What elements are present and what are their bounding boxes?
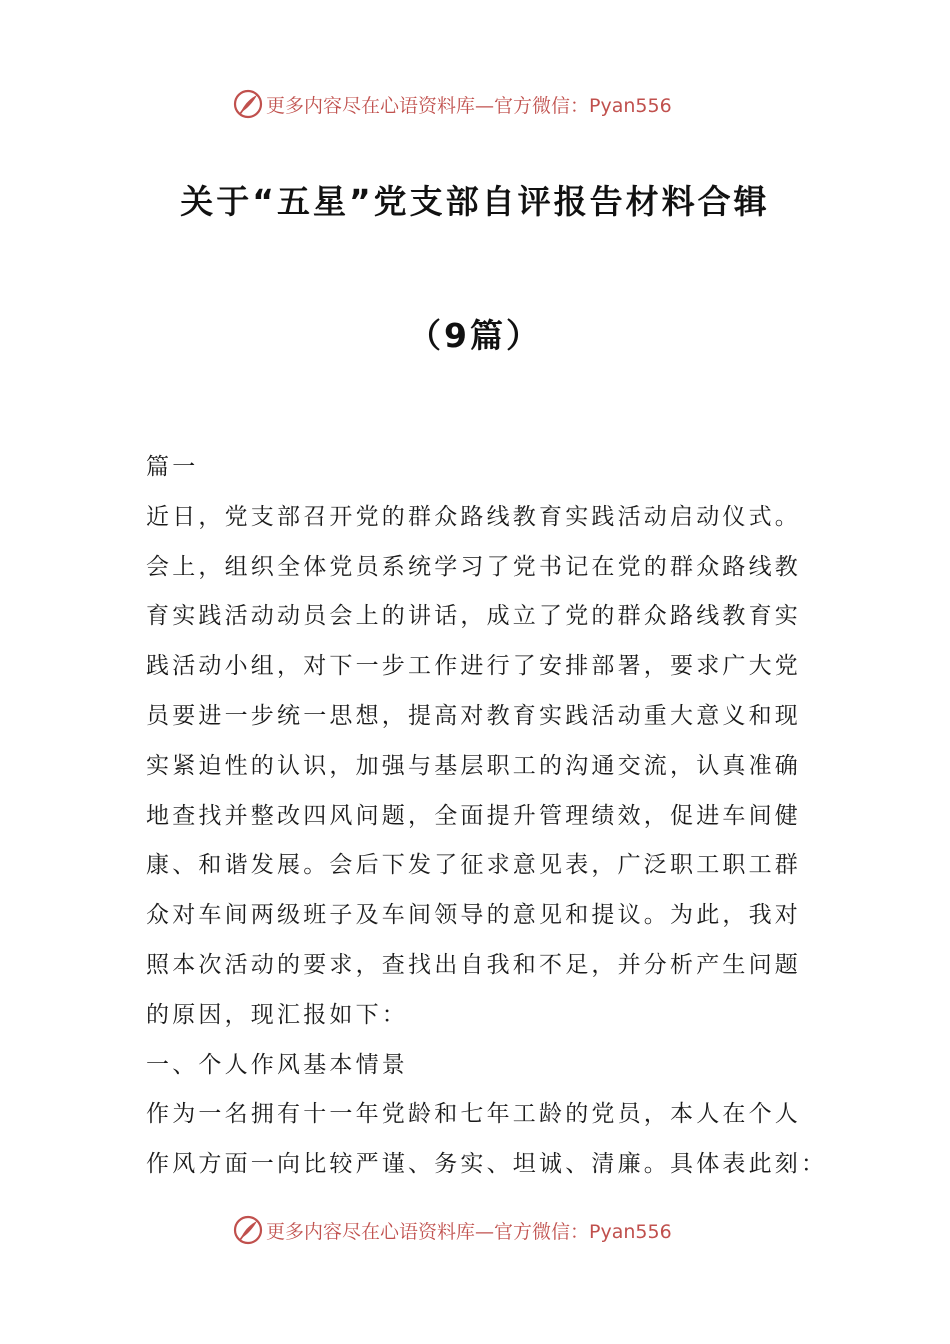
feather-pen-icon: [232, 88, 264, 120]
watermark-footer: [232, 1210, 672, 1250]
body-line: 作风方面一向比较严谨、务实、坦诚、清廉。具体表此刻：: [146, 1151, 828, 1178]
document-subtitle: （9篇）: [408, 316, 542, 355]
body-line: 员要进一步统一思想，提高对教育实践活动重大意义和现: [146, 702, 801, 729]
body-line: 作为一名拥有十一年党龄和七年工龄的党员，本人在个人: [146, 1101, 801, 1128]
watermark-header: [232, 84, 672, 124]
body-line: 近日，党支部召开党的群众路线教育实践活动启动仪式。: [146, 503, 801, 530]
body-line: 康、和谐发展。会后下发了征求意见表，广泛职工职工群: [146, 852, 801, 879]
watermark-wechat-id: Pyan556: [589, 1220, 672, 1243]
section-heading: 一、个人作风基本情景: [146, 1051, 408, 1078]
body-line: 的原因，现汇报如下：: [146, 1001, 408, 1028]
document-title: 关于“五星”党支部自评报告材料合辑: [180, 182, 770, 221]
section-label: 篇一: [146, 454, 199, 480]
body-line: 实紧迫性的认识，加强与基层职工的沟通交流，认真准确: [146, 752, 801, 779]
watermark-text: 更多内容尽在心语资料库—官方微信：: [266, 94, 590, 117]
watermark-text: 更多内容尽在心语资料库—官方微信：: [266, 1220, 590, 1243]
document-body: [146, 443, 828, 1190]
watermark-wechat-id: Pyan556: [589, 94, 672, 117]
body-line: 育实践活动动员会上的讲话，成立了党的群众路线教育实: [146, 603, 801, 630]
body-line: 践活动小组，对下一步工作进行了安排部署，要求广大党: [146, 653, 801, 680]
feather-pen-icon: [232, 1214, 264, 1246]
body-line: 照本次活动的要求，查找出自我和不足，并分析产生问题: [146, 951, 801, 978]
body-line: 众对车间两级班子及车间领导的意见和提议。为此，我对: [146, 902, 801, 929]
body-line: 会上，组织全体党员系统学习了党书记在党的群众路线教: [146, 553, 801, 580]
body-line: 地查找并整改四风问题，全面提升管理绩效，促进车间健: [146, 802, 801, 829]
